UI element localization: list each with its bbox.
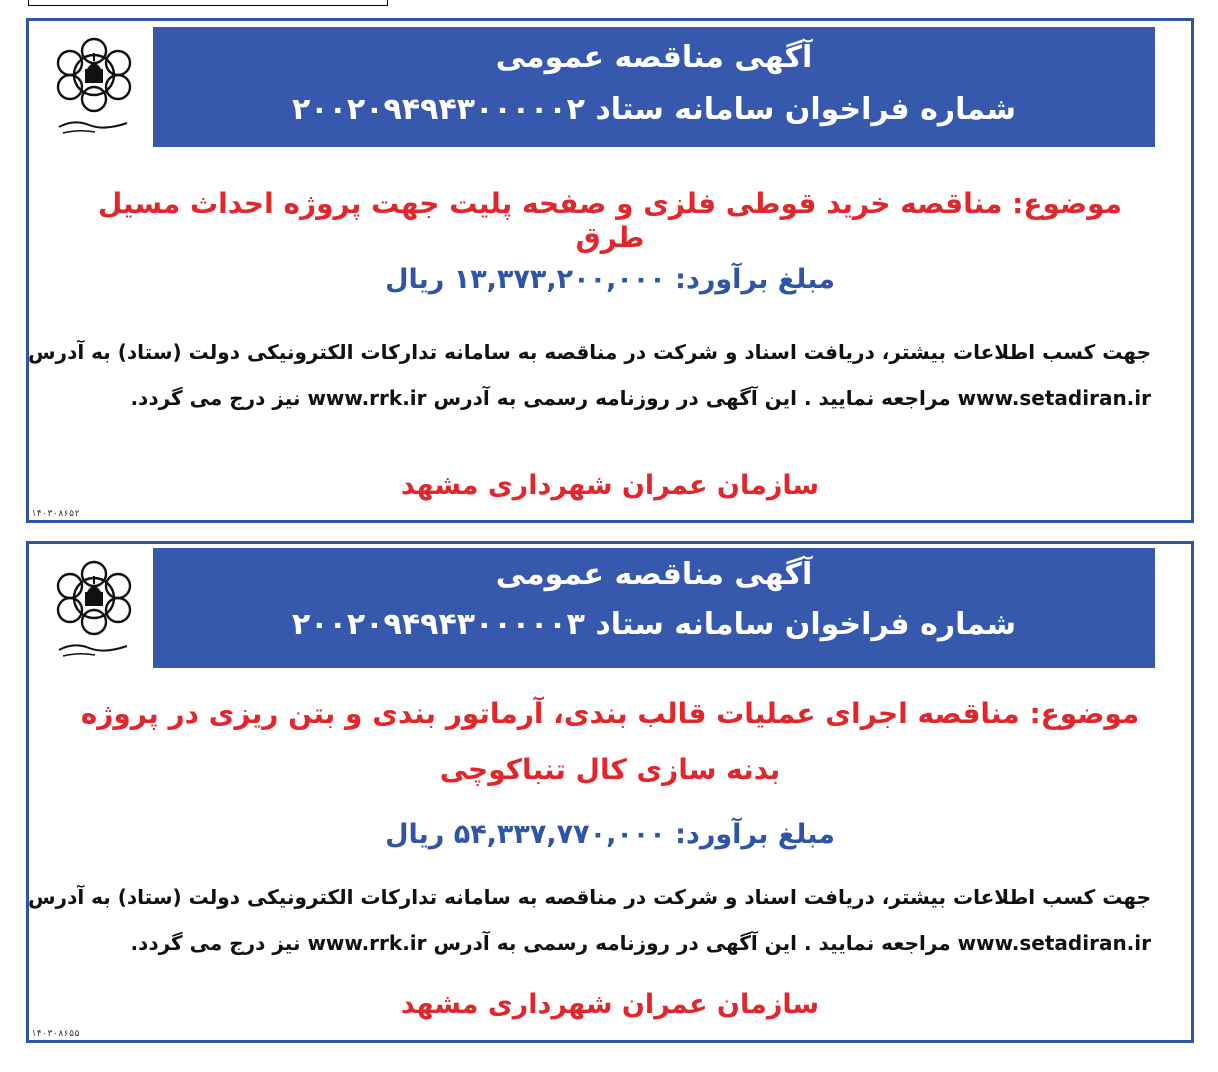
tender-notice-2 — [26, 541, 1194, 1043]
organization-name: سازمان عمران شهرداری مشهد — [400, 989, 820, 1020]
body-line-1: جهت کسب اطلاعات بیشتر، دریافت اسناد و شرکت در مناقصه به سامانه تدارکات الکترونیکی دولت (ستاد) به آدرس — [27, 340, 1151, 364]
body-line-2: www.setadiran.ir مراجعه نمایید . این آگهی در روزنامه رسمی به آدرس www.rrk.ir نیز درج می گردد. — [130, 386, 1151, 410]
mashhad-municipality-logo-icon — [49, 554, 139, 660]
call-number: شماره فراخوان سامانه ستاد ۲۰۰۲۰۹۴۹۴۳۰۰۰۰۰۲ — [292, 92, 1016, 127]
notice-body — [27, 874, 1151, 966]
body-line-1: جهت کسب اطلاعات بیشتر، دریافت اسناد و شرکت در مناقصه به سامانه تدارکات الکترونیکی دولت (ستاد) به آدرس — [27, 885, 1151, 909]
notice-subject: موضوع: مناقصه خرید قوطی فلزی و صفحه پلیت جهت پروژه احداث مسیل طرق — [98, 187, 1122, 254]
mashhad-municipality-logo-icon — [49, 31, 139, 137]
top-rule — [28, 0, 388, 6]
body-line-2: www.setadiran.ir مراجعه نمایید . این آگهی در روزنامه رسمی به آدرس www.rrk.ir نیز درج می گردد. — [130, 931, 1151, 955]
organization-name: سازمان عمران شهرداری مشهد — [400, 470, 820, 501]
notice-header — [153, 27, 1155, 147]
ad-code: ۱۴۰۳۰۸۶۵۲ — [31, 509, 80, 519]
estimated-amount: مبلغ برآورد: ۱۳,۳۷۳,۲۰۰,۰۰۰ ریال — [385, 264, 835, 295]
estimated-amount: مبلغ برآورد: ۵۴,۳۳۷,۷۷۰,۰۰۰ ریال — [385, 819, 835, 850]
ad-code: ۱۴۰۳۰۸۶۵۵ — [31, 1029, 80, 1039]
notice-title: آگهی مناقصه عمومی — [495, 557, 813, 592]
notice-subject: موضوع: مناقصه اجرای عملیات قالب بندی، آرماتور بندی و بتن ریزی در پروژه بدنه سازی کال تنباکوچی — [80, 697, 1140, 786]
notice-body — [27, 329, 1151, 421]
tender-notice-1 — [26, 18, 1194, 523]
call-number: شماره فراخوان سامانه ستاد ۲۰۰۲۰۹۴۹۴۳۰۰۰۰۰۳ — [292, 607, 1016, 642]
notice-header — [153, 548, 1155, 668]
notice-title: آگهی مناقصه عمومی — [495, 40, 813, 75]
